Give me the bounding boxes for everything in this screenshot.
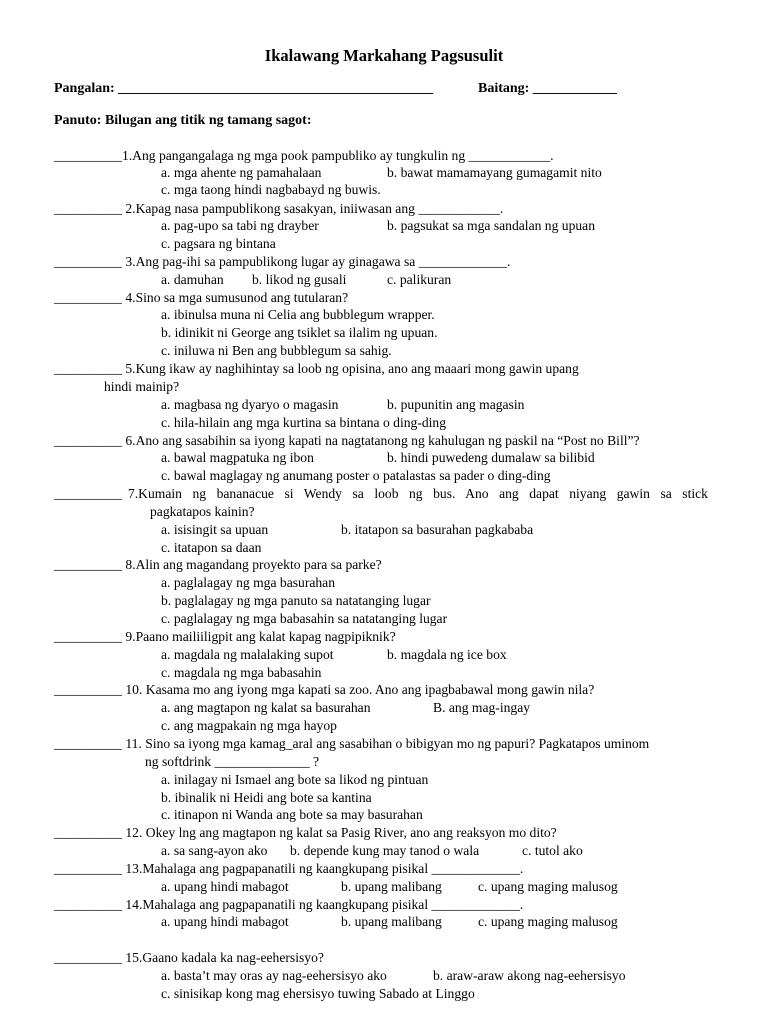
question-text: 2.Kapag nasa pampublikong sasakyan, iniiwasan ang ____________. [121,201,504,216]
answer-blank: __________ [54,361,122,376]
option-b: b. idinikit ni George ang tsiklet sa ilalim ng upuan. [161,325,438,340]
answer-blank: __________ [54,825,122,840]
question-text: 15.Gaano kadala ka nag-eehersisyo? [121,950,324,965]
option-a: a. ibinulsa muna ni Celia ang bubblegum wrapper. [161,307,435,322]
option-b: b. magdala ng ice box [387,647,507,662]
option-a: a. damuhan [161,272,224,287]
option-b: b. upang malibang [341,879,442,894]
question-14 [54,896,523,913]
answer-blank: __________ [54,897,122,912]
question-7 [54,485,708,502]
option-c: c. iniluwa ni Ben ang bubblegum sa sahig. [161,343,392,358]
option-b: b. pupunitin ang magasin [387,397,525,412]
option-c: c. itinapon ni Wanda ang bote sa may basurahan [161,807,423,822]
question-text: 12. Okey lng ang magtapon ng kalat sa Pasig River, ano ang reaksyon mo dito? [121,825,557,840]
question-text: 8.Alin ang magandang proyekto para sa parke? [121,557,382,572]
option-b: b. upang malibang [341,914,442,929]
option-a: a. inilagay ni Ismael ang bote sa likod ng pintuan [161,772,429,787]
question-text: 1.Ang pangangalaga ng mga pook pampubliko ay tungkulin ng ____________. [121,148,554,163]
option-b: b. depende kung may tanod o wala [290,843,480,858]
question-10 [54,681,594,698]
answer-blank: __________ [54,290,122,305]
question-text: 5.Kung ikaw ay naghihintay sa loob ng opisina, ano ang maaari mong gawin upang [121,361,579,376]
answer-blank: __________ [54,254,122,269]
name-field-label: Pangalan: _____________________________________________ [54,81,434,96]
question-9 [54,628,396,645]
question-text: 9.Paano mailiiligpit ang kalat kapag nagpipiknik? [121,629,396,644]
option-c: c. tutol ako [522,843,583,858]
option-c: c. ang magpakain ng mga hayop [161,718,337,733]
option-b: b. paglalagay ng mga panuto sa natatanging lugar [161,593,431,608]
answer-blank: __________ [54,736,122,751]
instructions: Panuto: Bilugan ang titik ng tamang sagot: [54,113,312,128]
option-b: b. itatapon sa basurahan pagkababa [341,522,534,537]
answer-blank: __________ [54,682,122,697]
option-c: c. sinisikap kong mag ehersisyo tuwing Sabado at Linggo [161,986,475,1001]
option-b: b. bawat mamamayang gumagamit nito [387,165,602,180]
option-a: a. upang hindi mabagot [161,879,289,894]
page-title: Ikalawang Markahang Pagsusulit [264,46,504,65]
answer-blank: __________ [54,201,122,216]
question-5 [54,360,579,377]
question-text-continued: pagkatapos kainin? [150,504,255,519]
option-c: c. paglalagay ng mga babasahin sa natatanging lugar [161,611,448,626]
option-b: b. ibinalik ni Heidi ang bote sa kantina [161,790,372,805]
option-c: c. pagsara ng bintana [161,236,276,251]
option-c: c. itatapon sa daan [161,540,262,555]
option-a: a. basta’t may oras ay nag-eehersisyo ako [161,968,387,983]
answer-blank: __________ [54,433,122,448]
question-11 [54,735,649,752]
option-a: a. paglalagay ng mga basurahan [161,575,336,590]
answer-blank: __________ [54,148,122,163]
option-c: c. upang maging malusog [478,914,618,929]
option-b: b. likod ng gusali [252,272,347,287]
question-6 [54,432,640,449]
option-c: c. bawal maglagay ng anumang poster o patalastas sa pader o ding-ding [161,468,551,483]
option-a: a. isisingit sa upuan [161,522,269,537]
option-a: a. bawal magpatuka ng ibon [161,450,314,465]
option-a: a. mga ahente ng pamahalaan [161,165,322,180]
question-text: 10. Kasama mo ang iyong mga kapati sa zoo. Ano ang ipagbabawal mong gawin nila? [121,682,595,697]
answer-blank: __________ [54,557,122,572]
option-b: b. hindi puwedeng dumalaw sa bilibid [387,450,595,465]
option-a: a. pag-upo sa tabi ng drayber [161,218,319,233]
question-15 [54,949,324,966]
option-b: b. araw-araw akong nag-eehersisyo [433,968,626,983]
question-12 [54,824,557,841]
option-a: a. magbasa ng dyaryo o magasin [161,397,339,412]
question-text: 4.Sino sa mga sumusunod ang tutularan? [121,290,349,305]
answer-blank: __________ [54,629,122,644]
option-a: a. upang hindi mabagot [161,914,289,929]
question-text-continued: ng softdrink ______________ ? [145,754,320,769]
option-c: c. palikuran [387,272,452,287]
option-b: B. ang mag-ingay [433,700,531,715]
option-c: c. mga taong hindi nagbabayd ng buwis. [161,182,381,197]
question-4 [54,289,348,306]
question-text: 3.Ang pag-ihi sa pampublikong lugar ay ginagawa sa _____________. [121,254,511,269]
question-text: 6.Ano ang sasabihin sa iyong kapati na nagtatanong ng kahulugan ng paskil na “Post no Bill”? [121,433,640,448]
question-text: 14.Mahalaga ang pagpapanatili ng kaangkupang pisikal _____________. [121,897,524,912]
question-13 [54,860,523,877]
question-text: 13.Mahalaga ang pagpapanatili ng kaangkupang pisikal _____________. [121,861,524,876]
question-2 [54,200,503,217]
answer-blank: __________ [54,486,122,501]
option-c: c. upang maging malusog [478,879,618,894]
question-3 [54,253,510,270]
option-c: c. hila-hilain ang mga kurtina sa bintana o ding-ding [161,415,447,430]
question-text-continued: hindi mainip? [104,379,180,394]
grade-field-label: Baitang: ____________ [478,81,617,96]
question-text: 7.Kumain ng bananacue si Wendy sa loob ng bus. Ano ang dapat niyang gawin sa stick [127,486,708,501]
answer-blank: __________ [54,950,122,965]
question-text: 11. Sino sa iyong mga kamag_aral ang sasabihan o bibigyan mo ng papuri? Pagkatapos uminom [121,736,650,751]
option-b: b. pagsukat sa mga sandalan ng upuan [387,218,596,233]
option-a: a. magdala ng malalaking supot [161,647,334,662]
option-a: a. ang magtapon ng kalat sa basurahan [161,700,371,715]
answer-blank: __________ [54,861,122,876]
option-a: a. sa sang-ayon ako [161,843,268,858]
option-c: c. magdala ng mga babasahin [161,665,322,680]
question-1 [54,147,554,164]
question-8 [54,556,382,573]
